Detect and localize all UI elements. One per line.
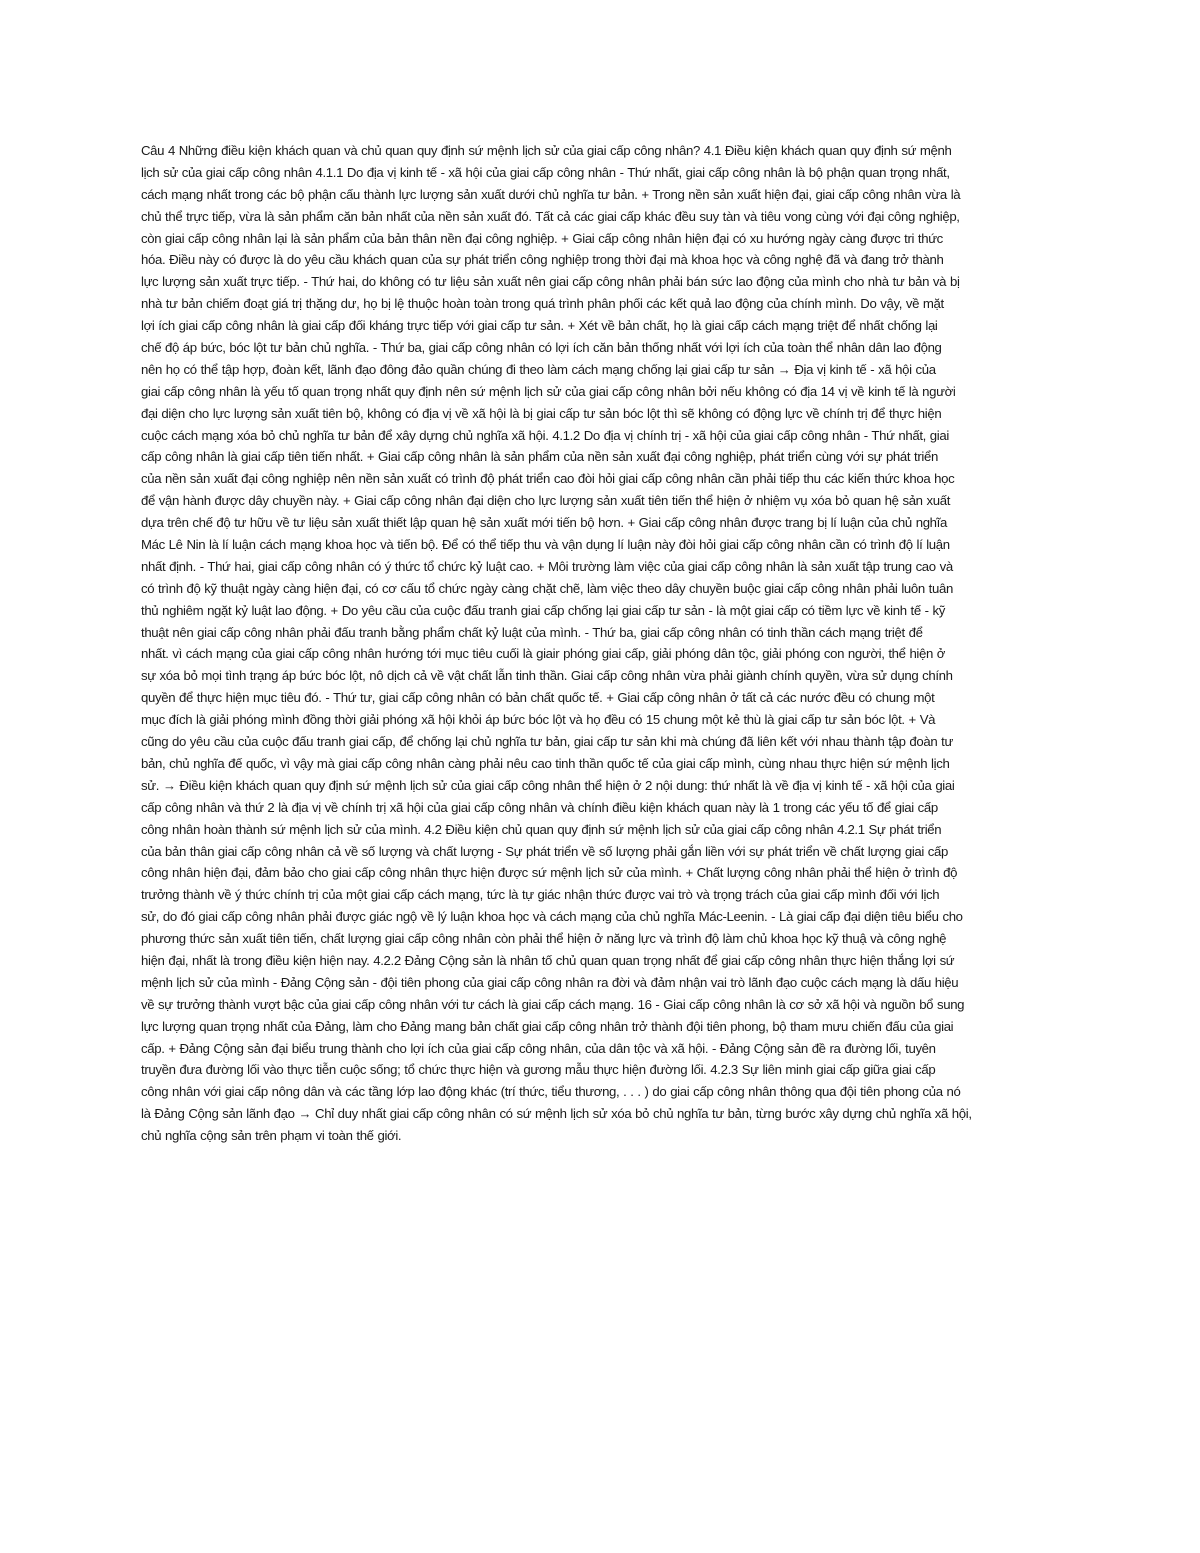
text-line: đại diện cho lực lượng sản xuất tiên bộ, không có địa vị về xã hội là bị giai cấp tư sản bóc lột thì sẽ không có động lực về chính trị để thực hiện (141, 405, 942, 421)
text-line: của nền sản xuất đại công nghiệp nên nền sản xuất có trình độ phát triển cao đòi hỏi giai cấp công nhân cần phải tiếp thu các kiến thức khoa học (141, 471, 955, 487)
text-line: nhà tư bản chiếm đoạt giá trị thặng dư, họ bị lệ thuộc hoàn toàn trong quá trình phân phối các kết quả lao động của chính mình. Do vậy, về mặt (141, 296, 944, 312)
text-line: còn giai cấp công nhân lại là sản phẩm của bản thân nền đại công nghiệp. + Giai cấp công nhân hiện đại có xu hướng ngày càng được tri thức (141, 230, 943, 246)
text-line: lực lượng quan trọng nhất của Đảng, làm cho Đảng mang bản chất giai cấp công nhân trở thành đội tiên phong, bộ tham mưu chiến đấu của giai (141, 1018, 954, 1034)
text-line: bản, chủ nghĩa đế quốc, vì vậy mà giai cấp công nhân càng phải nêu cao tinh thần quốc tế của giai cấp mình, cùng nhau thực hiện sứ mệnh lịch (141, 755, 950, 771)
text-line: nên họ có thể tập hợp, đoàn kết, lãnh đạo đông đảo quần chúng đi theo làm cách mạng chống lại giai cấp tư sản → Địa vị kinh tế - xã hội của (141, 361, 936, 377)
text-line: mục đích là giải phóng mình đồng thời giải phóng xã hội khỏi áp bức bóc lột và họ đều có 15 chung một kẻ thù là giai cấp tư sản bóc lột. + Và (141, 712, 936, 728)
text-line: chủ thể trực tiếp, vừa là sản phẩm căn bản nhất của nền sản xuất đó. Tất cả các giai cấp khác đều suy tàn và tiêu vong cùng với đại công nghiệp, (141, 208, 960, 224)
text-line: lực lượng sản xuất trực tiếp. - Thứ hai, do không có tư liệu sản xuất nên giai cấp công nhân phải bán sức lao động của mình cho nhà tư bản và bị (141, 274, 960, 290)
text-line: nhất định. - Thứ hai, giai cấp công nhân có ý thức tổ chức kỷ luật cao. + Môi trường làm việc của giai cấp công nhân là sản xuất tập trung cao và (141, 558, 953, 574)
text-line: hóa. Điều này có được là do yêu cầu khách quan của sự phát triển công nghiệp trong thời đại mà khoa học và công nghệ đã và đang trở thành (141, 252, 944, 268)
text-line: cách mạng nhất trong các bộ phận cấu thành lực lượng sản xuất dưới chủ nghĩa tư bản. + Trong nền sản xuất hiện đại, giai cấp công nhân vừa là (141, 186, 961, 202)
text-line: cấp công nhân và thứ 2 là địa vị về chính trị xã hội của giai cấp công nhân và chính điều kiện khách quan này là 1 trong các yếu tố để giai cấp (141, 799, 938, 815)
text-line: cũng do yêu cầu của cuộc đấu tranh giai cấp, để chống lại chủ nghĩa tư bản, giai cấp tư sản khi mà chúng đã liên kết với nhau thành tập đoàn tư (141, 734, 953, 750)
text-line: hiện đại, nhất là trong điều kiện hiện nay. 4.2.2 Đảng Cộng sản là nhân tố chủ quan quan trọng nhất để giai cấp công nhân thực hiện thắng lợi sứ (141, 952, 955, 968)
text-line: chế độ áp bức, bóc lột tư bản chủ nghĩa. - Thứ ba, giai cấp công nhân có lợi ích căn bản thống nhất với lợi ích của toàn thể nhân dân lao động (141, 340, 942, 356)
text-line: cấp. + Đảng Cộng sản đại biểu trung thành cho lợi ích của giai cấp công nhân, của dân tộc và xã hội. - Đảng Cộng sản đề ra đường lối, tuyên (141, 1040, 936, 1056)
text-line: trưởng thành về ý thức chính trị của một giai cấp cách mạng, tức là tự giác nhận thức được vai trò và trọng trách của giai cấp mình đối với lịch (141, 887, 940, 903)
text-line: công nhân với giai cấp nông dân và các tầng lớp lao động khác (trí thức, tiểu thương, . . . ) do giai cấp công nhân thông qua đội tiên phong của nó (141, 1084, 961, 1100)
text-line: mệnh lịch sử của mình - Đảng Cộng sản - đội tiên phong của giai cấp công nhân ra đời và đảm nhận vai trò lãnh đạo cuộc cách mạng là dấu hiệu (141, 974, 959, 990)
document-body-text (141, 140, 1061, 1147)
text-line: quyền để thực hiện mục tiêu đó. - Thứ tư, giai cấp công nhân có bản chất quốc tế. + Giai cấp công nhân ở tất cả các nước đều có chung một (141, 690, 935, 706)
text-line: dựa trên chế độ tư hữu về tư liệu sản xuất thiết lập quan hệ sản xuất mới tiến bộ hơn. + Giai cấp công nhân được trang bị lí luận của chủ nghĩa (141, 515, 947, 531)
text-line: là Đảng Cộng sản lãnh đạo → Chỉ duy nhất giai cấp công nhân có sứ mệnh lịch sử xóa bỏ chủ nghĩa tư bản, từng bước xây dựng chủ nghĩa xã hội, (141, 1106, 972, 1122)
text-line: chủ nghĩa cộng sản trên phạm vi toàn thế giới. (141, 1128, 402, 1144)
text-line: lịch sử của giai cấp công nhân 4.1.1 Do địa vị kinh tế - xã hội của giai cấp công nhân - Thứ nhất, giai cấp công nhân là bộ phận quan trọng nhất, (141, 164, 950, 180)
text-line: cấp công nhân là giai cấp tiên tiến nhất. + Giai cấp công nhân là sản phẩm của nền sản xuất đại công nghiệp, phát triển cùng với sự phát triển (141, 449, 938, 465)
text-line: về sự trưởng thành vượt bậc của giai cấp công nhân với tư cách là giai cấp cách mạng. 16 - Giai cấp công nhân là cơ sở xã hội và nguồn bổ sung (141, 996, 965, 1012)
text-line: sự xóa bỏ mọi tình trạng áp bức bóc lột, nô dịch cả về vật chất lẫn tinh thần. Giai cấp công nhân vừa phải giành chính quyền, vừa sử dụng chính (141, 668, 953, 684)
text-line: giai cấp công nhân là yếu tố quan trọng nhất quy định nên sứ mệnh lịch sử của giai cấp công nhân bởi nếu không có địa 14 vị về kinh tế là người (141, 383, 956, 399)
text-line: phương thức sản xuất tiên tiến, chất lượng giai cấp công nhân còn phải thể hiện ở năng lực và trình độ làm chủ khoa học kỹ thuậ và công nghệ (141, 931, 947, 947)
text-line: thủ nghiêm ngặt kỷ luật lao động. + Do yêu cầu của cuộc đấu tranh giai cấp chống lại giai cấp tư sản - là một giai cấp có tiềm lực về kinh tế - kỹ (141, 602, 945, 618)
text-line: sử, do đó giai cấp công nhân phải được giác ngộ về lý luận khoa học và cách mạng của chủ nghĩa Mác-Leenin. - Là giai cấp đại diện tiêu biểu cho (141, 909, 963, 925)
text-line: để vận hành được dây chuyền này. + Giai cấp công nhân đại diện cho lực lượng sản xuất tiên tiến thể hiện ở nhiệm vụ xóa bỏ quan hệ sản xuất (141, 493, 951, 509)
text-line: nhất. vì cách mạng của giai cấp công nhân hướng tới mục tiêu cuối là giair phóng giai cấp, giải phóng dân tộc, giải phóng con người, thể hiện ở (141, 646, 946, 662)
text-line: thuật nên giai cấp công nhân phải đấu tranh bằng phẩm chất kỷ luật của mình. - Thứ ba, giai cấp công nhân có tinh thần cách mạng triệt để (141, 624, 923, 640)
text-line: lợi ích giai cấp công nhân là giai cấp đối kháng trực tiếp với giai cấp tư sản. + Xét về bản chất, họ là giai cấp cách mạng triệt để nhất chống lại (141, 318, 938, 334)
text-line: của bản thân giai cấp công nhân cả về số lượng và chất lượng - Sự phát triển về số lượng phải gắn liền với sự phát triển về chất lượng giai cấp (141, 843, 949, 859)
text-line: công nhân hiện đại, đảm bảo cho giai cấp công nhân thực hiện được sứ mệnh lịch sử của mình. + Chất lượng công nhân phải thể hiện ở trình độ (141, 865, 958, 881)
text-line: có trình độ kỹ thuật ngày càng hiện đại, có cơ cấu tổ chức ngày càng chặt chẽ, làm việc theo dây chuyền buộc giai cấp công nhân phải luôn tuân (141, 580, 953, 596)
text-line: cuộc cách mạng xóa bỏ chủ nghĩa tư bản để xây dựng chủ nghĩa xã hội. 4.1.2 Do địa vị chính trị - xã hội của giai cấp công nhân - Thứ nhất, giai (141, 427, 949, 443)
text-line: Câu 4 Những điều kiện khách quan và chủ quan quy định sứ mệnh lịch sử của giai cấp công nhân? 4.1 Điều kiện khách quan quy định sứ mệnh (141, 143, 952, 158)
text-line: Mác Lê Nin là lí luận cách mạng khoa học và tiến bộ. Để có thể tiếp thu và vận dụng lí luận này đòi hỏi giai cấp công nhân cần có trình độ lí luận (141, 537, 950, 553)
text-line: truyền đưa đường lối vào thực tiễn cuộc sống; tổ chức thực hiện và gương mẫu thực hiện đường lối. 4.2.3 Sự liên minh giai cấp giữa giai cấp (141, 1062, 936, 1078)
text-line: công nhân hoàn thành sứ mệnh lịch sử của mình. 4.2 Điều kiện chủ quan quy định sứ mệnh lịch sử của giai cấp công nhân 4.2.1 Sự phát triển (141, 821, 942, 837)
text-line: sử. → Điều kiện khách quan quy định sứ mệnh lịch sử của giai cấp công nhân thể hiện ở 2 nội dung: thứ nhất là về địa vị kinh tế - xã hội của giai (141, 777, 955, 793)
